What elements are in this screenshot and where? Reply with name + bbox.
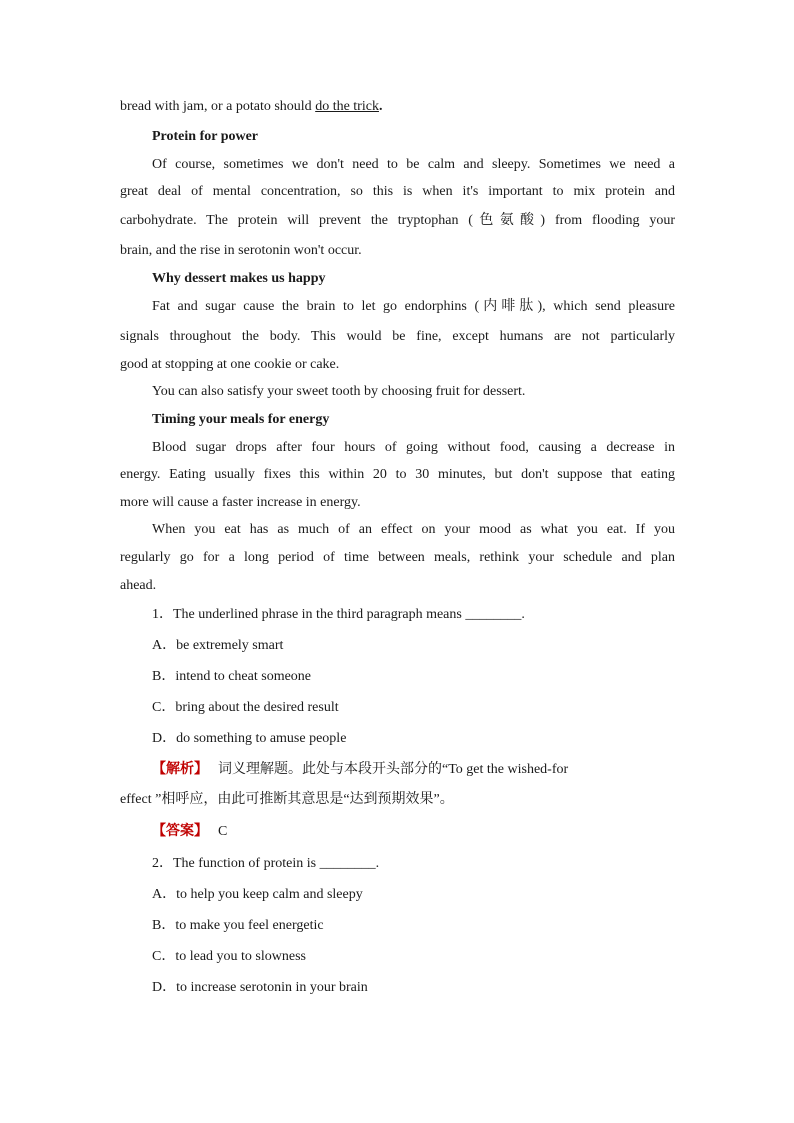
- question-2-stem: 2．The function of protein is ________.: [152, 856, 380, 871]
- question-1-answer: [152, 822, 675, 842]
- paragraph-line: When you eat has as much of an effect on your mood as what you eat. If you: [152, 522, 675, 537]
- question-1-option-b: B．intend to cheat someone: [152, 669, 312, 684]
- question-2-option-a: A．to help you keep calm and sleepy: [152, 887, 363, 902]
- paragraph-line: You can also satisfy your sweet tooth by choosing fruit for dessert.: [152, 384, 526, 399]
- underlined-phrase: do the trick: [315, 99, 379, 114]
- question-1-option-d: D．do something to amuse people: [152, 731, 347, 746]
- paragraph-line: brain, and the rise in serotonin won't occur.: [120, 243, 362, 258]
- question-1-option-a: A．be extremely smart: [152, 638, 284, 653]
- question-2-option-d: D．to increase serotonin in your brain: [152, 980, 368, 995]
- question-1-option-c: C．bring about the desired result: [152, 700, 339, 715]
- question-2-option-c: C．to lead you to slowness: [152, 949, 306, 964]
- paragraph-line: Of course, sometimes we don't need to be calm and sleepy. Sometimes we need a: [152, 157, 675, 172]
- paragraph-line: great deal of mental concentration, so this is when it's important to mix protein and: [120, 184, 675, 199]
- paragraph-line: more will cause a faster increase in energy.: [120, 495, 361, 510]
- question-1-stem: 1．The underlined phrase in the third paragraph means ________.: [152, 607, 525, 622]
- paragraph-line: energy. Eating usually fixes this within 20 to 30 minutes, but don't suppose that eating: [120, 467, 675, 482]
- question-1-analysis: [152, 760, 675, 780]
- paragraph-line: carbohydrate. The protein will prevent the tryptophan (色氨酸) from flooding your: [120, 213, 675, 228]
- paragraph-line: Fat and sugar cause the brain to let go endorphins (内啡肽), which send pleasure: [152, 299, 675, 314]
- passage-text: bread with jam, or a potato should: [120, 99, 316, 114]
- paragraph-line: regularly go for a long period of time between meals, rethink your schedule and plan: [120, 550, 675, 565]
- question-1-analysis-cont: effect ”相呼应，由此可推断其意思是“达到预期效果”。: [120, 792, 454, 807]
- heading-protein: Protein for power: [152, 129, 259, 144]
- answer-value: C: [218, 824, 228, 839]
- heading-timing: Timing your meals for energy: [152, 412, 330, 427]
- paragraph-line: good at stopping at one cookie or cake.: [120, 357, 340, 372]
- analysis-text: 词义理解题。此处与本段开头部分的“To get the wished-for: [218, 762, 569, 777]
- passage-text: .: [378, 99, 383, 114]
- question-2-option-b: B．to make you feel energetic: [152, 918, 324, 933]
- answer-tag: 【答案】: [152, 824, 208, 839]
- passage-line: [120, 97, 675, 117]
- analysis-tag: 【解析】: [152, 762, 208, 777]
- paragraph-line: ahead.: [120, 578, 157, 593]
- heading-dessert: Why dessert makes us happy: [152, 271, 326, 286]
- paragraph-line: Blood sugar drops after four hours of going without food, causing a decrease in: [152, 440, 675, 455]
- paragraph-line: signals throughout the body. This would be fine, except humans are not particularly: [120, 329, 675, 344]
